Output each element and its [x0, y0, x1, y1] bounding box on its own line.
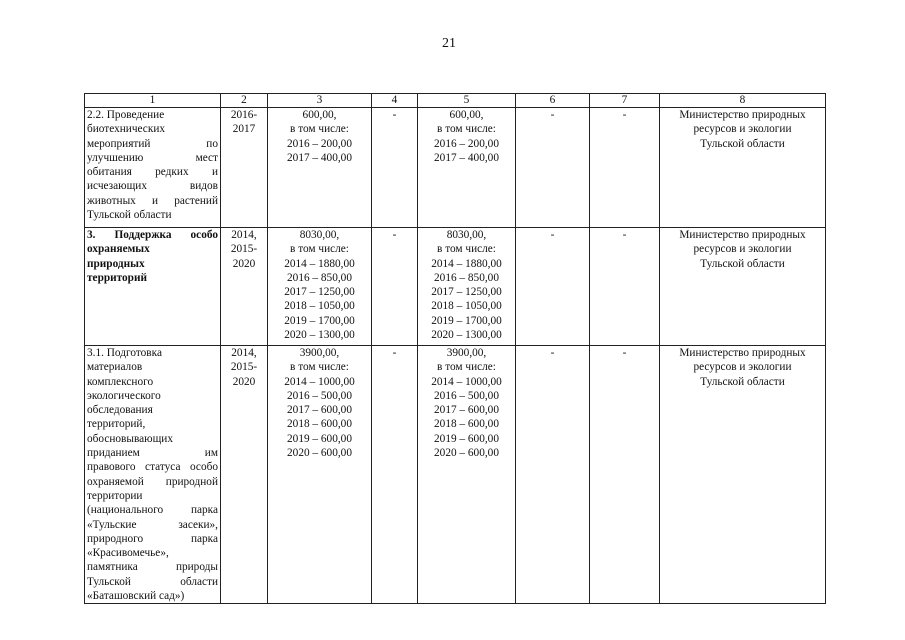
cell-text-line: 2020 — [232, 375, 256, 388]
column-6-cell: - — [516, 346, 590, 604]
cell-text-line: материалов — [87, 361, 143, 374]
cell-text-line: территории — [87, 489, 143, 502]
cell-text-line: 2020 – 600,00 — [287, 447, 352, 460]
activity-description-cell — [85, 228, 221, 346]
cell-text-line: Тульской области — [87, 575, 218, 588]
cell-text-line: 2016 – 500,00 — [434, 389, 499, 402]
column-4-cell: - — [372, 228, 418, 346]
cell-text-line: природного парка — [87, 532, 218, 545]
cell-text-line: в том числе: — [290, 361, 349, 374]
cell-text-line: Министерство природных — [679, 347, 806, 359]
cell-text-line: мероприятий по — [87, 137, 218, 150]
cell-text-line: 2018 – 600,00 — [434, 418, 499, 431]
cell-text-line: 8030,00, — [299, 229, 340, 241]
table-row — [85, 108, 826, 228]
cell-text-line: 2015- — [230, 243, 258, 256]
cell-text-line: «Баташовский сад») — [87, 590, 185, 603]
column-header: 6 — [516, 94, 590, 108]
cell-text-line: 3900,00, — [446, 347, 487, 359]
cell-text-line: 2019 – 1700,00 — [284, 314, 355, 327]
cell-text-line: 2014 – 1880,00 — [284, 257, 355, 270]
cell-text-line: территорий, — [87, 418, 146, 431]
cell-text-line: 2014 – 1000,00 — [431, 375, 502, 388]
cell-text-line: (национального парка — [87, 504, 218, 517]
page-number: 21 — [442, 36, 456, 51]
cell-text-line: 2016 – 850,00 — [287, 271, 352, 284]
column-header: 8 — [660, 94, 826, 108]
cell-text-line: 600,00, — [302, 109, 337, 121]
cell-text-line: ресурсов и экологии — [693, 123, 792, 136]
cell-text-line: 2020 – 1300,00 — [431, 329, 502, 342]
cell-text-line: охраняемой природной — [87, 475, 218, 488]
cell-text-line: Тульской области — [700, 375, 785, 388]
cell-text-line: 2020 – 600,00 — [434, 447, 499, 460]
cell-text-line: 2016 – 200,00 — [434, 137, 499, 150]
cell-text-line: приданием им — [87, 447, 218, 460]
cell-text-line: 3900,00, — [299, 347, 340, 359]
cell-text-line: 2018 – 1050,00 — [431, 300, 502, 313]
amount-total-cell — [268, 228, 372, 346]
column-7-cell: - — [590, 346, 660, 604]
table-row — [85, 228, 826, 346]
cell-text-line: Тульской области — [700, 137, 785, 150]
cell-text-line: улучшению мест — [87, 151, 218, 164]
cell-text-line: 2019 – 600,00 — [434, 432, 499, 445]
column-header: 4 — [372, 94, 418, 108]
cell-text-line: 2016- — [230, 109, 258, 121]
period-cell — [221, 108, 268, 228]
cell-text-line: памятника природы — [87, 561, 218, 574]
cell-text-line: 2017 – 400,00 — [434, 151, 499, 164]
cell-text-line: обследования — [87, 404, 153, 417]
cell-text-line: комплексного — [87, 375, 154, 388]
column-4-cell: - — [372, 346, 418, 604]
cell-text-line: «Тульские засеки», — [87, 518, 218, 531]
cell-text-line: 2014 – 1000,00 — [284, 375, 355, 388]
cell-text-line: 2016 – 850,00 — [434, 271, 499, 284]
cell-text-line: Министерство природных — [679, 109, 806, 121]
cell-text-line: Министерство природных — [679, 229, 806, 241]
cell-text-line: 2014, — [231, 347, 257, 359]
cell-text-line: животных и растений — [87, 194, 218, 207]
amount-budget-cell — [418, 228, 516, 346]
cell-text-line: исчезающих видов — [87, 180, 218, 193]
cell-text-line: 2018 – 1050,00 — [284, 300, 355, 313]
amount-total-cell — [268, 346, 372, 604]
cell-text-line: природных — [87, 257, 145, 270]
cell-text-line: охраняемых — [87, 243, 150, 256]
cell-text-line: 2017 – 600,00 — [287, 404, 352, 417]
cell-text-line: 2016 – 500,00 — [287, 389, 352, 402]
column-6-cell: - — [516, 108, 590, 228]
executor-cell — [660, 108, 826, 228]
cell-text-line: в том числе: — [437, 361, 496, 374]
cell-text-line: 2017 — [232, 123, 256, 136]
amount-total-cell — [268, 108, 372, 228]
cell-text-line: 600,00, — [449, 109, 484, 121]
column-4-cell: - — [372, 108, 418, 228]
cell-text-line: 3.1. Подготовка — [87, 347, 162, 359]
column-header: 7 — [590, 94, 660, 108]
activity-description-cell — [85, 108, 221, 228]
executor-cell — [660, 346, 826, 604]
cell-text-line: 2017 – 1250,00 — [284, 286, 355, 299]
cell-text-line: ресурсов и экологии — [693, 243, 792, 256]
program-table — [84, 93, 826, 604]
cell-text-line: ресурсов и экологии — [693, 361, 792, 374]
cell-text-line: обитания редких и — [87, 166, 218, 179]
cell-text-line: 3. Поддержка особо — [87, 229, 218, 241]
cell-text-line: 2017 – 400,00 — [287, 151, 352, 164]
cell-text-line: в том числе: — [290, 243, 349, 256]
cell-text-line: 2020 – 1300,00 — [284, 329, 355, 342]
column-6-cell: - — [516, 228, 590, 346]
period-cell — [221, 228, 268, 346]
column-header: 2 — [221, 94, 268, 108]
cell-text-line: 2014, — [231, 229, 257, 241]
cell-text-line: биотехнических — [87, 123, 166, 136]
cell-text-line: территорий — [87, 271, 147, 284]
period-cell — [221, 346, 268, 604]
cell-text-line: 2018 – 600,00 — [287, 418, 352, 431]
cell-text-line: 2017 – 1250,00 — [431, 286, 502, 299]
amount-budget-cell — [418, 108, 516, 228]
cell-text-line: в том числе: — [437, 243, 496, 256]
cell-text-line: обосновывающих — [87, 432, 173, 445]
cell-text-line: 2019 – 1700,00 — [431, 314, 502, 327]
cell-text-line: Тульской области — [87, 209, 172, 222]
cell-text-line: 2015- — [230, 361, 258, 374]
cell-text-line: 8030,00, — [446, 229, 487, 241]
cell-text-line: 2.2. Проведение — [87, 109, 165, 121]
table-row — [85, 346, 826, 604]
activity-description-cell — [85, 346, 221, 604]
cell-text-line: 2016 – 200,00 — [287, 137, 352, 150]
cell-text-line: 2020 — [232, 257, 256, 270]
column-7-cell: - — [590, 228, 660, 346]
cell-text-line: в том числе: — [437, 123, 496, 136]
amount-budget-cell — [418, 346, 516, 604]
cell-text-line: в том числе: — [290, 123, 349, 136]
cell-text-line: правового статуса особо — [87, 461, 218, 474]
column-header: 5 — [418, 94, 516, 108]
executor-cell — [660, 228, 826, 346]
column-7-cell: - — [590, 108, 660, 228]
cell-text-line: экологического — [87, 389, 161, 402]
column-header: 3 — [268, 94, 372, 108]
cell-text-line: 2019 – 600,00 — [287, 432, 352, 445]
cell-text-line: «Красивомечье», — [87, 547, 169, 560]
cell-text-line: 2014 – 1880,00 — [431, 257, 502, 270]
table-header-row — [85, 94, 826, 108]
cell-text-line: Тульской области — [700, 257, 785, 270]
column-header: 1 — [85, 94, 221, 108]
cell-text-line: 2017 – 600,00 — [434, 404, 499, 417]
